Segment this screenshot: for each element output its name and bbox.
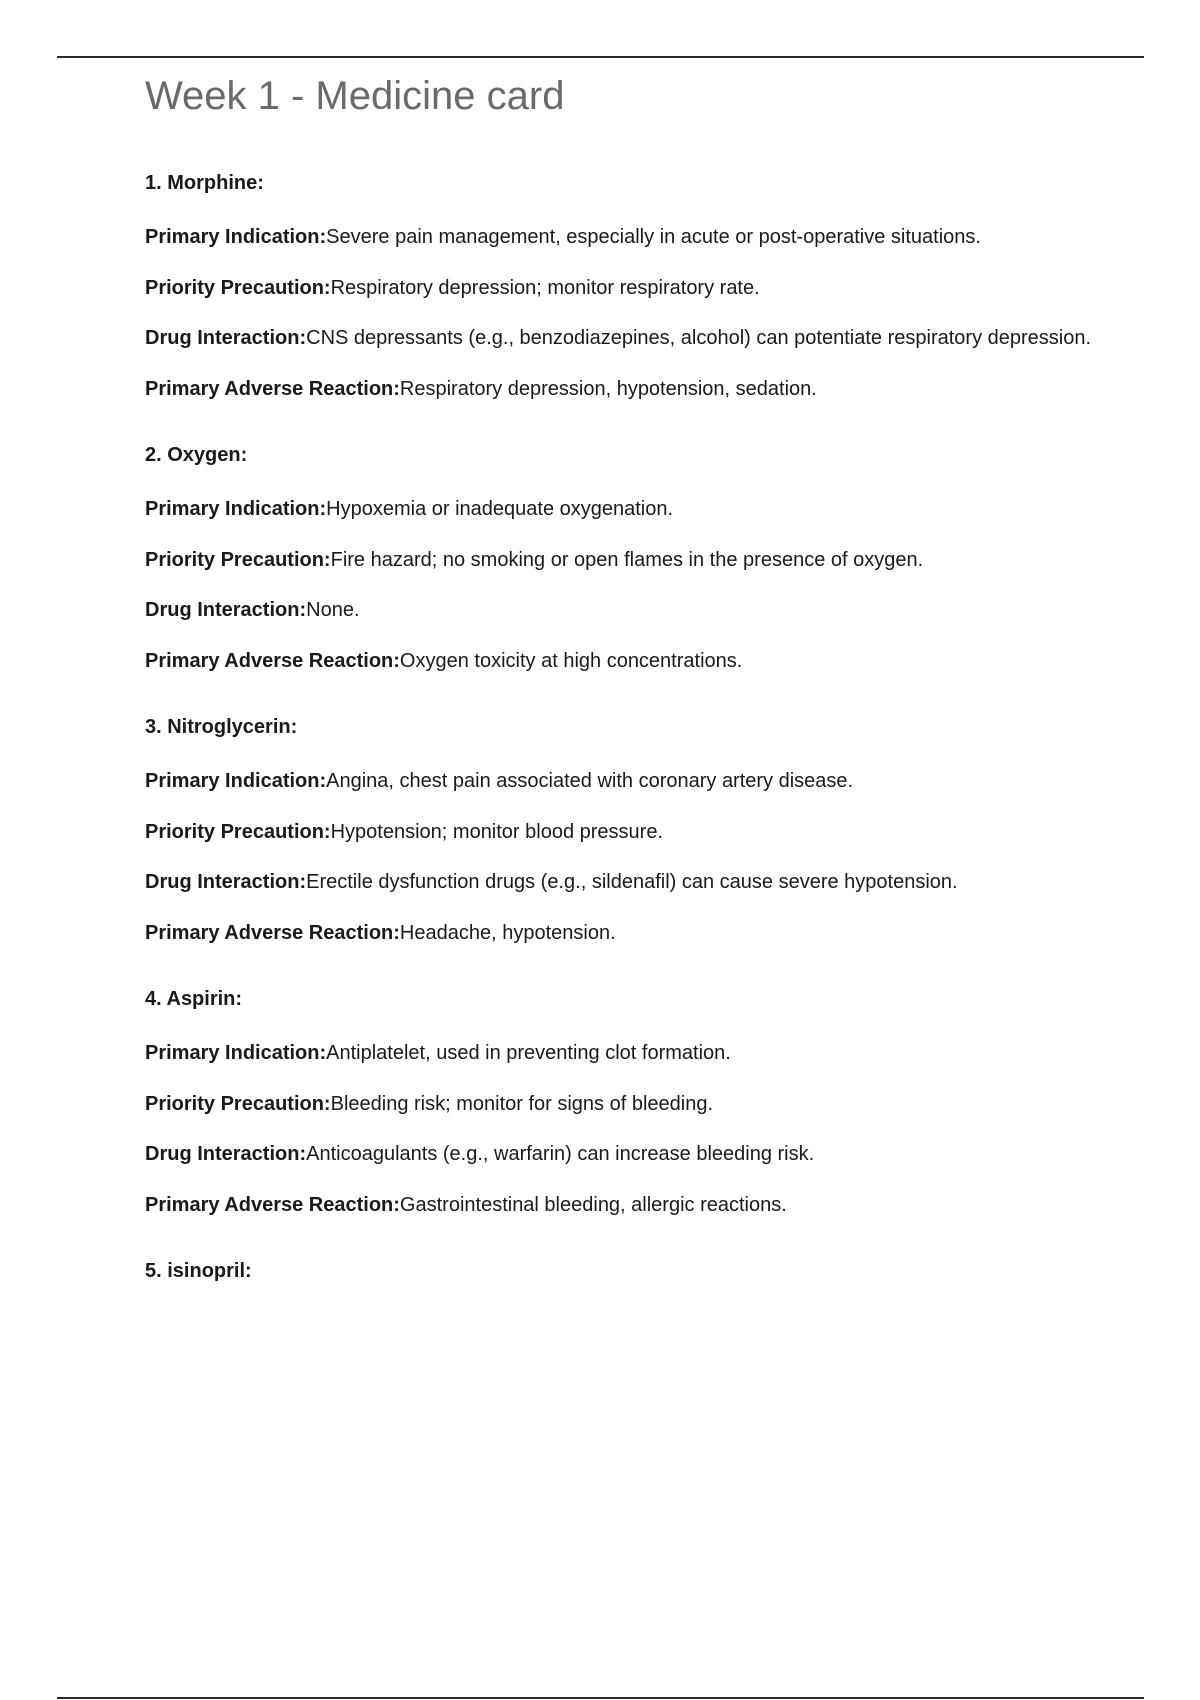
medicine-section-oxygen [145,441,1105,686]
field-text: Hypotension; monitor blood pressure. [330,820,664,843]
document-page [145,68,1105,1312]
field-label: Drug Interaction: [145,327,307,349]
primary-indication [145,1028,1105,1079]
field-label: Primary Indication: [145,226,327,248]
primary-adverse-reaction [145,908,1105,959]
medicine-heading: 5. isinopril: [145,1260,252,1282]
field-text: Hypoxemia or inadequate oxygenation. [326,498,674,520]
medicine-heading: 4. Aspirin: [145,988,243,1010]
field-text: Gastrointestinal bleeding, allergic reactions. [399,1193,787,1216]
field-text: Respiratory depression, hypotension, sedation. [399,377,817,400]
medicine-list [145,169,1105,1285]
primary-adverse-reaction [145,364,1105,415]
field-text: Erectile dysfunction drugs (e.g., sildenafil) can cause severe hypotension. [306,871,958,893]
field-text: CNS depressants (e.g., benzodiazepines, alcohol) can potentiate respiratory depression. [306,327,1092,349]
field-label: Primary Adverse Reaction: [145,921,400,944]
field-text: None. [306,599,360,621]
medicine-section-morphine [145,169,1105,414]
medicine-heading: 2. Oxygen: [145,444,248,466]
field-text: Severe pain management, especially in acute or post-operative situations. [326,226,981,248]
drug-interaction [145,313,1105,364]
primary-indication [145,756,1105,807]
field-label: Drug Interaction: [145,599,307,621]
field-label: Primary Adverse Reaction: [145,1193,400,1216]
medicine-heading: 1. Morphine: [145,172,264,194]
field-text: Oxygen toxicity at high concentrations. [399,649,743,672]
primary-indication [145,212,1105,263]
drug-interaction [145,1129,1105,1180]
field-text: Respiratory depression; monitor respiratory rate. [330,276,760,299]
primary-adverse-reaction [145,1180,1105,1231]
page-title: Week 1 - Medicine card [145,74,565,118]
top-divider [57,56,1144,58]
primary-indication [145,484,1105,535]
field-text: Fire hazard; no smoking or open flames in the presence of oxygen. [330,548,924,571]
field-label: Primary Indication: [145,1042,327,1064]
field-label: Priority Precaution: [145,276,331,299]
field-label: Primary Indication: [145,770,327,792]
medicine-heading: 3. Nitroglycerin: [145,716,298,738]
field-text: Angina, chest pain associated with coronary artery disease. [326,770,854,792]
priority-precaution [145,1079,1105,1130]
field-label: Priority Precaution: [145,548,331,571]
field-label: Primary Indication: [145,498,327,520]
field-label: Priority Precaution: [145,820,331,843]
drug-interaction [145,857,1105,908]
drug-interaction [145,585,1105,636]
bottom-divider [57,1697,1144,1699]
field-text: Bleeding risk; monitor for signs of bleeding. [330,1092,714,1115]
field-label: Priority Precaution: [145,1092,331,1115]
medicine-section-lisinopril [145,1257,1105,1285]
priority-precaution [145,807,1105,858]
field-label: Drug Interaction: [145,1143,307,1165]
field-label: Primary Adverse Reaction: [145,377,400,400]
priority-precaution [145,263,1105,314]
medicine-section-nitroglycerin [145,713,1105,958]
field-text: Anticoagulants (e.g., warfarin) can increase bleeding risk. [306,1143,815,1165]
field-text: Headache, hypotension. [399,921,616,944]
field-label: Drug Interaction: [145,871,307,893]
field-label: Primary Adverse Reaction: [145,649,400,672]
medicine-section-aspirin [145,985,1105,1230]
priority-precaution [145,535,1105,586]
primary-adverse-reaction [145,636,1105,687]
field-text: Antiplatelet, used in preventing clot formation. [326,1042,731,1064]
